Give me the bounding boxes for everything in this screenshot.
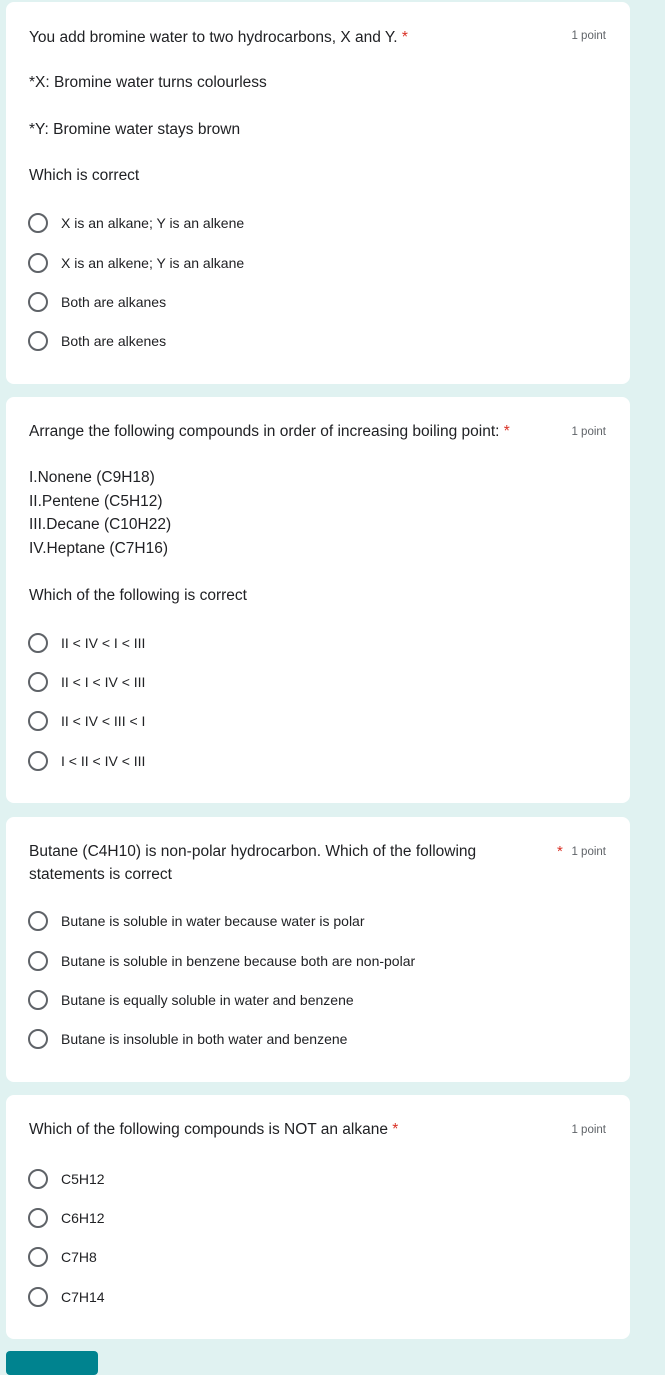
option-label: I < II < IV < III: [61, 753, 146, 769]
required-asterisk: *: [401, 29, 408, 46]
radio-button[interactable]: [28, 1029, 48, 1049]
radio-button[interactable]: [28, 951, 48, 971]
radio-option[interactable]: [28, 709, 145, 733]
radio-option[interactable]: [28, 1206, 105, 1230]
radio-button[interactable]: [28, 1247, 48, 1267]
radio-option[interactable]: [28, 988, 354, 1012]
radio-option[interactable]: [28, 1167, 105, 1191]
radio-button[interactable]: [28, 672, 48, 692]
question-title: You add bromine water to two hydrocarbons, X and Y. *: [29, 29, 408, 46]
points-label: 1 point: [571, 426, 606, 438]
option-label: Butane is soluble in water because water is polar: [61, 913, 365, 929]
radio-button[interactable]: [28, 292, 48, 312]
question-line: Which is correct: [29, 167, 140, 184]
points-label: 1 point: [571, 1124, 606, 1136]
option-label: C7H8: [61, 1249, 97, 1265]
option-label: Both are alkanes: [61, 294, 167, 310]
radio-button[interactable]: [28, 253, 48, 273]
question-line: IV.Heptane (C7H16): [29, 540, 169, 557]
option-label: II < IV < III < I: [61, 713, 146, 729]
radio-button[interactable]: [28, 1208, 48, 1228]
question-card-4: [6, 1095, 630, 1339]
radio-button[interactable]: [28, 1169, 48, 1189]
radio-button[interactable]: [28, 213, 48, 233]
option-label: Butane is soluble in benzene because both are non-polar: [61, 953, 416, 969]
question-title-line: Butane (C4H10) is non-polar hydrocarbon. Which of the following: [29, 843, 477, 860]
radio-option[interactable]: [28, 1027, 347, 1051]
question-line: *X: Bromine water turns colourless: [29, 74, 267, 91]
submit-button[interactable]: [6, 1351, 98, 1375]
radio-button[interactable]: [28, 911, 48, 931]
radio-option[interactable]: [28, 1245, 97, 1269]
option-label: Both are alkenes: [61, 333, 167, 349]
question-line: II.Pentene (C5H12): [29, 493, 163, 510]
question-line: I.Nonene (C9H18): [29, 469, 155, 486]
radio-option[interactable]: [28, 949, 415, 973]
question-title: Arrange the following compounds in order of increasing boiling point: *: [29, 423, 510, 440]
option-label: C7H14: [61, 1289, 105, 1305]
radio-option[interactable]: [28, 749, 145, 773]
required-asterisk: *: [503, 423, 510, 440]
points-label: 1 point: [571, 846, 606, 858]
radio-option[interactable]: [28, 631, 145, 655]
option-label: C6H12: [61, 1210, 105, 1226]
option-label: II < I < IV < III: [61, 674, 146, 690]
option-label: Butane is insoluble in both water and benzene: [61, 1031, 348, 1047]
radio-option[interactable]: [28, 670, 145, 694]
radio-button[interactable]: [28, 711, 48, 731]
radio-button[interactable]: [28, 990, 48, 1010]
question-line: Which of the following is correct: [29, 587, 247, 604]
question-line: *Y: Bromine water stays brown: [29, 121, 241, 138]
radio-button[interactable]: [28, 1287, 48, 1307]
required-asterisk: *: [392, 1121, 399, 1138]
points-label: 1 point: [571, 30, 606, 42]
option-label: Butane is equally soluble in water and benzene: [61, 992, 354, 1008]
option-label: II < IV < I < III: [61, 635, 146, 651]
question-line: III.Decane (C10H22): [29, 516, 172, 533]
question-card-2: [6, 397, 630, 803]
question-title: [29, 840, 549, 886]
radio-option[interactable]: [28, 909, 365, 933]
radio-button[interactable]: [28, 751, 48, 771]
option-label: X is an alkene; Y is an alkane: [61, 255, 245, 271]
radio-option[interactable]: [28, 329, 166, 353]
radio-option[interactable]: [28, 211, 244, 235]
question-card-3: [6, 817, 630, 1082]
question-title-line: statements is correct: [29, 866, 172, 883]
option-label: X is an alkane; Y is an alkene: [61, 215, 245, 231]
option-label: C5H12: [61, 1171, 105, 1187]
required-asterisk: *: [557, 843, 563, 860]
radio-option[interactable]: [28, 251, 244, 275]
radio-option[interactable]: [28, 1285, 105, 1309]
radio-button[interactable]: [28, 633, 48, 653]
radio-option[interactable]: [28, 290, 166, 314]
radio-button[interactable]: [28, 331, 48, 351]
question-card-1: [6, 2, 630, 384]
question-title: Which of the following compounds is NOT an alkane *: [29, 1121, 399, 1138]
